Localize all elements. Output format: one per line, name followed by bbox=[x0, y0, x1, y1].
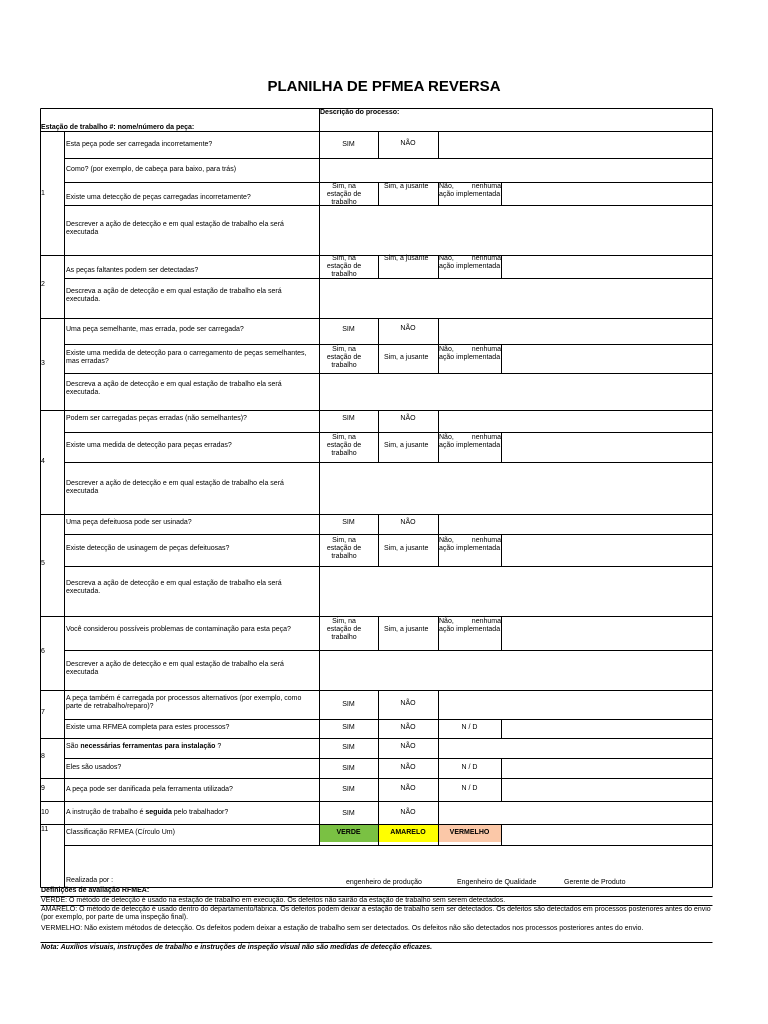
answer-sim[interactable]: SIM bbox=[342, 810, 355, 817]
answer-nd[interactable]: N / D bbox=[461, 785, 478, 792]
process-description-label: Descrição do processo: bbox=[320, 109, 400, 116]
group-number: 6 bbox=[41, 648, 45, 655]
answer-nao[interactable]: NÃO bbox=[400, 519, 416, 526]
answer-nd[interactable]: N / D bbox=[461, 764, 478, 771]
question-tools-used: Eles são usados? bbox=[66, 764, 122, 771]
answer-nao[interactable]: NÃO bbox=[400, 700, 416, 707]
answer-nao[interactable]: NÃO bbox=[400, 140, 416, 147]
question-rfmea-rating: Classificação RFMEA (Círculo Um) bbox=[66, 829, 175, 836]
question-describe-action: Descrever a ação de detecção e em qual estação de trabalho ela será executada bbox=[66, 221, 284, 236]
rating-verde[interactable]: VERDE bbox=[336, 829, 361, 836]
signoff-product: Gerente de Produto bbox=[564, 879, 626, 886]
answer-sim[interactable]: SIM bbox=[342, 765, 355, 772]
rating-amarelo[interactable]: AMARELO bbox=[390, 829, 426, 836]
question-describe-action: Descreva a ação de detecção e em qual estação de trabalho ela será executada. bbox=[66, 288, 282, 303]
question-describe-action: Descrever a ação de detecção e em qual estação de trabalho ela será executada bbox=[66, 661, 284, 676]
answer-sim[interactable]: SIM bbox=[342, 415, 355, 422]
definition-amarelo: AMARELO: O método de detecção é usado dentro do departamento/fábrica. Os defeitos podem deixar a estação de trabalho sem ser detectados. Os defeitos são detectados em processos posteriores antes do envio (por exemplo, por parte de uma inspeção final). bbox=[41, 906, 711, 921]
answer-nd[interactable]: N / D bbox=[461, 724, 478, 731]
option-station[interactable]: Sim, na estação de trabalho bbox=[326, 434, 362, 457]
question-detection-incorrect: Existe uma detecção de peças carregadas incorretamente? bbox=[66, 194, 251, 201]
group-number: 1 bbox=[41, 190, 45, 197]
group-number: 8 bbox=[41, 753, 45, 760]
question-how: Como? (por exemplo, de cabeça para baixo, para trás) bbox=[66, 166, 237, 173]
question-wrong-parts: Podem ser carregadas peças erradas (não semelhantes)? bbox=[66, 415, 247, 422]
option-none[interactable]: Não, nenhuma ação implementada bbox=[439, 618, 501, 633]
answer-nao[interactable]: NÃO bbox=[400, 325, 416, 332]
option-station[interactable]: Sim, na estação de trabalho bbox=[326, 346, 362, 369]
page-title: PLANILHA DE PFMEA REVERSA bbox=[267, 78, 501, 95]
answer-sim[interactable]: SIM bbox=[342, 786, 355, 793]
definition-note: Nota: Auxílios visuais, instruções de trabalho e instruções de inspeção visual não são medidas de detecção eficazes. bbox=[41, 944, 433, 951]
signoff-production: engenheiro de produção bbox=[346, 879, 422, 886]
answer-sim[interactable]: SIM bbox=[342, 744, 355, 751]
answer-sim[interactable]: SIM bbox=[342, 141, 355, 148]
question-describe-action: Descreva a ação de detecção e em qual estação de trabalho ela será executada. bbox=[66, 381, 282, 396]
option-downstream[interactable]: Sim, a jusante bbox=[384, 354, 429, 361]
question-alternative-processes: A peça também é carregada por processos alternativos (por exemplo, como parte de retrabalho/reparo)? bbox=[66, 695, 302, 710]
group-number: 3 bbox=[41, 360, 45, 367]
group-number: 10 bbox=[41, 809, 49, 816]
definition-verde: VERDE: O método de detecção é usado na estação de trabalho em execução. Os defeitos não sairão da estação de trabalho sem serem detectados. bbox=[41, 897, 506, 904]
question-loaded-incorrectly: Esta peça pode ser carregada incorretamente? bbox=[66, 141, 213, 148]
question-similar-wrong-part: Uma peça semelhante, mas errada, pode ser carregada? bbox=[66, 326, 244, 333]
answer-sim[interactable]: SIM bbox=[342, 701, 355, 708]
answer-nao[interactable]: NÃO bbox=[400, 809, 416, 816]
question-tool-damage: A peça pode ser danificada pela ferramenta utilizada? bbox=[66, 786, 233, 793]
option-downstream[interactable]: Sim, a jusante bbox=[384, 626, 429, 633]
answer-nao[interactable]: NÃO bbox=[400, 724, 416, 731]
group-number: 11 bbox=[41, 826, 49, 833]
option-none[interactable]: Não, nenhuma ação implementada bbox=[439, 346, 501, 361]
answer-sim[interactable]: SIM bbox=[342, 519, 355, 526]
group-number: 5 bbox=[41, 560, 45, 567]
option-none: Não, nenhuma ação implementada bbox=[439, 255, 501, 270]
definition-vermelho: VERMELHO: Não existem métodos de detecção. Os defeitos podem deixar a estação de trabalho sem ser detectados. Os defeitos não são detectados nos processos posteriores antes do envio. bbox=[41, 925, 644, 932]
question-describe-action: Descreva a ação de detecção e em qual estação de trabalho ela será executada. bbox=[66, 580, 282, 595]
question-tools-required: São necessárias ferramentas para instalação ? bbox=[66, 743, 222, 750]
answer-nao[interactable]: NÃO bbox=[400, 785, 416, 792]
done-by-label: Realizada por : bbox=[66, 877, 114, 884]
answer-nao[interactable]: NÃO bbox=[400, 743, 416, 750]
answer-nao[interactable]: NÃO bbox=[400, 415, 416, 422]
option-none: Não, nenhuma ação implementada bbox=[439, 183, 501, 198]
question-rfmea-complete: Existe uma RFMEA completa para estes processos? bbox=[66, 724, 230, 731]
question-detection-defective: Existe detecção de usinagem de peças defeituosas? bbox=[66, 545, 230, 552]
group-number: 9 bbox=[41, 785, 45, 792]
signoff-quality: Engenheiro de Qualidade bbox=[457, 879, 537, 886]
group-number: 7 bbox=[41, 709, 45, 716]
question-defective-machined: Uma peça defeituosa pode ser usinada? bbox=[66, 519, 192, 526]
answer-sim[interactable]: SIM bbox=[342, 326, 355, 333]
question-detection-wrong: Existe uma medida de detecção para peças erradas? bbox=[66, 442, 232, 449]
question-contamination: Você considerou possíveis problemas de contaminação para esta peça? bbox=[66, 626, 291, 633]
question-missing-parts: As peças faltantes podem ser detectadas? bbox=[66, 267, 199, 274]
option-none[interactable]: Não, nenhuma ação implementada bbox=[439, 434, 501, 449]
option-station[interactable]: Sim, na estação de trabalho bbox=[326, 537, 362, 560]
option-downstream[interactable]: Sim, a jusante bbox=[384, 442, 429, 449]
answer-nao[interactable]: NÃO bbox=[400, 764, 416, 771]
option-station[interactable]: Sim, na estação de trabalho bbox=[326, 618, 362, 641]
definitions-heading: Definições de avaliação RFMEA: bbox=[41, 887, 150, 894]
option-none-cell[interactable] bbox=[439, 183, 501, 205]
option-downstream[interactable]: Sim, a jusante bbox=[384, 255, 429, 262]
rating-vermelho[interactable]: VERMELHO bbox=[449, 829, 490, 836]
option-station-cell[interactable] bbox=[319, 183, 378, 205]
workstation-label: Estação de trabalho #: nome/número da peça: bbox=[41, 124, 195, 131]
option-station: Sim, na estação de trabalho bbox=[326, 183, 362, 205]
option-downstream[interactable]: Sim, a jusante bbox=[384, 183, 429, 190]
answer-sim[interactable]: SIM bbox=[342, 724, 355, 731]
option-station: Sim, na estação de trabalho bbox=[326, 255, 362, 277]
question-describe-action: Descrever a ação de detecção e em qual estação de trabalho ela será executada bbox=[66, 480, 284, 495]
option-downstream[interactable]: Sim, a jusante bbox=[384, 545, 429, 552]
group-number: 2 bbox=[41, 281, 45, 288]
option-station-cell[interactable] bbox=[319, 255, 378, 277]
group-number: 4 bbox=[41, 458, 45, 465]
question-instruction-followed: A instrução de trabalho é seguida pelo trabalhador? bbox=[66, 809, 229, 816]
option-none-cell[interactable] bbox=[439, 255, 501, 277]
option-none[interactable]: Não, nenhuma ação implementada bbox=[439, 537, 501, 552]
question-detection-similar: Existe uma medida de detecção para o carregamento de peças semelhantes, mas erradas? bbox=[66, 350, 307, 365]
